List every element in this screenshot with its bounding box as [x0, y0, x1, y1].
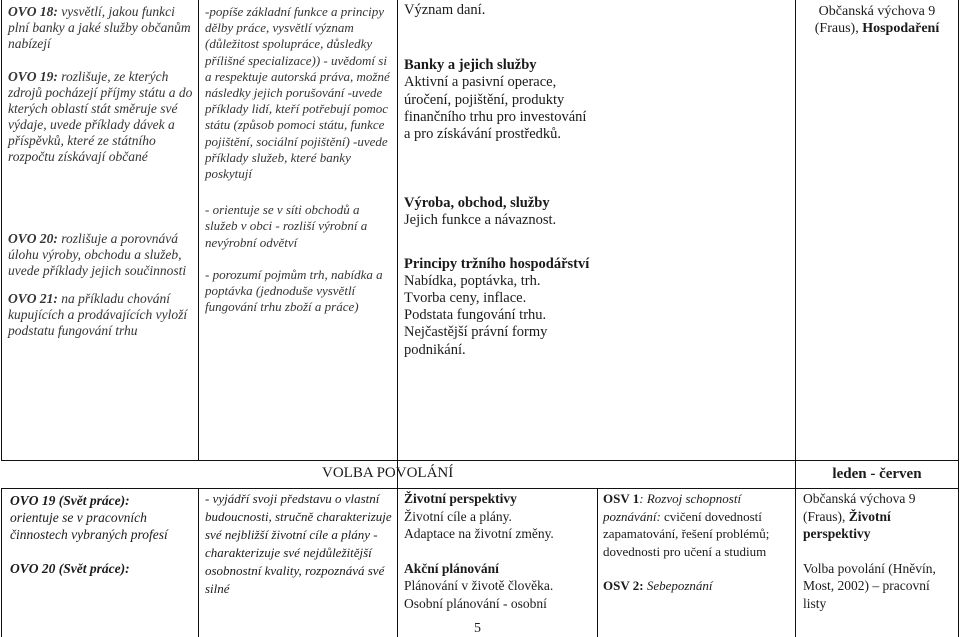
osv1-text: OSV 1: Rozvoj schopností poznávání: cvičení dovedností zapamatování, řešení problémů; dovednosti pro učení a studium: [603, 491, 770, 559]
zp-line-2: Adaptace na životní změny.: [404, 526, 554, 541]
column-divider-2: [397, 0, 398, 637]
volba-povolani-heading: VOLBA POVOLÁNÍ: [322, 465, 454, 481]
outcomes-cell-bottom: [10, 492, 194, 577]
principy-line-1: Nabídka, poptávka, trh.: [404, 272, 541, 289]
column-divider-1: [198, 0, 199, 461]
row-divider-top: [1, 460, 959, 461]
curriculum-cell-bottom: [404, 490, 592, 612]
principy-title: Principy tržního hospodářství: [404, 255, 590, 272]
competencies-block-3: - porozumí pojmům trh, nabídka a poptávka (jednoduše vysvětlí fungování trhu zboží a práce): [205, 266, 383, 315]
ap-title: Akční plánování: [404, 560, 499, 576]
column-divider-3: [597, 488, 598, 637]
banky-text: Aktivní a pasivní operace, úročení, pojištění, produkty finančního trhu pro investování a pro získávání prostředků.: [404, 74, 587, 143]
principy-line-2: Tvorba ceny, inflace.: [404, 290, 527, 307]
ovo21-text: OVO 21: na příkladu chování kupujících a prodávajících vyloží podstatu fungování trhu: [8, 291, 188, 338]
curriculum-cell: [404, 2, 592, 359]
ovo19-code: OVO 19:: [8, 69, 58, 84]
banky-title: Banky a jejich služby: [404, 57, 537, 74]
competencies-cell: [205, 4, 393, 315]
period-heading: leden - červen: [832, 466, 922, 482]
principy-line-4: Nejčastější právní formy podnikání.: [404, 324, 548, 358]
resource-subtitle: (Fraus), Hospodaření: [814, 21, 940, 36]
page-number: 5: [474, 621, 481, 636]
ovo20-svet-prace-code: OVO 20 (Svět práce):: [10, 561, 130, 576]
ap-line-2: Osobní plánování - osobní: [404, 595, 547, 611]
ovo21-code: OVO 21:: [8, 291, 58, 306]
competencies-block-1: -popíše základní funkce a principy dělby práce, vysvětlí význam (důležitost spolupráce, důsledky přílišné specializace)) - uvědomí si a respektuje autorská práva, možné následky jejich porušování -uvede příklady lidí, kteří potřebují pomoc státu (způsob pomoci státu, funkce pojištění, sociální pojištění) -uvede příklady služeb, které banky poskytují: [205, 4, 390, 182]
ovo19-svet-prace-text: orientuje se v pracovních činnostech vybraných profesí: [10, 510, 168, 542]
resource-bottom-title: Občanská výchova 9: [803, 491, 916, 506]
competencies-cell-bottom: [205, 490, 393, 598]
vyznam-dani: Význam daní.: [404, 2, 486, 18]
table-border-left: [1, 0, 2, 461]
ovo20-code: OVO 20:: [8, 231, 58, 246]
competencies-bottom-text: - vyjádří svoji představu o vlastní budoucnosti, stručně charakterizuje své nejbližší životní cíle a plány - charakterizuje své nejdůležitější osobnostní kvality, rozpoznává své silné: [205, 491, 392, 596]
ovo18-code: OVO 18:: [8, 4, 58, 19]
resource-bottom-subtitle: (Fraus), Životní perspektivy: [803, 508, 891, 541]
ap-line-1: Plánování v životě člověka.: [404, 578, 554, 593]
column-divider-1-bottom: [198, 488, 199, 637]
competencies-block-2: - orientuje se v síti obchodů a služeb v obci - rozliší výrobní a nevýrobní odvětví: [205, 202, 368, 250]
resource-bottom-worksheets: Volba povolání (Hněvín, Most, 2002) – pracovní listy: [803, 560, 936, 611]
zp-line-1: Životní cíle a plány.: [404, 508, 512, 524]
ovo20-text: OVO 20: rozlišuje a porovnává úlohu výroby, obchodu a služeb, uvede příklady jejich součinnosti: [8, 231, 187, 278]
ovo18-text: OVO 18: vysvětlí, jakou funkci plní banky a jaké služby občanům nabízejí: [8, 4, 191, 51]
zp-title: Životní perspektivy: [404, 491, 517, 506]
column-divider-4: [795, 0, 796, 637]
vyroba-title: Výroba, obchod, služby: [404, 195, 550, 212]
resource-title: Občanská výchova 9: [818, 4, 936, 19]
resources-cell-bottom: [803, 490, 955, 612]
resources-cell: [800, 3, 954, 37]
osv2-text: OSV 2: Sebepoznání: [603, 578, 713, 593]
table-border-right: [958, 0, 959, 637]
cross-curricular-cell: [603, 490, 791, 595]
ovo19-svet-prace-code: OVO 19 (Svět práce):: [10, 493, 130, 508]
ovo19-text: OVO 19: rozlišuje, ze kterých zdrojů pocházejí příjmy státu a do kterých oblastí stát směruje své výdaje, uvede příklady dávek a příspěvků, které ze státního rozpočtu získávají občané: [8, 69, 193, 164]
outcomes-cell: [8, 4, 194, 339]
principy-line-3: Podstata fungování trhu.: [404, 307, 547, 324]
row-divider-header: [1, 488, 959, 489]
vyroba-text: Jejich funkce a návaznost.: [404, 212, 557, 229]
table-border-left-bottom: [1, 488, 2, 637]
